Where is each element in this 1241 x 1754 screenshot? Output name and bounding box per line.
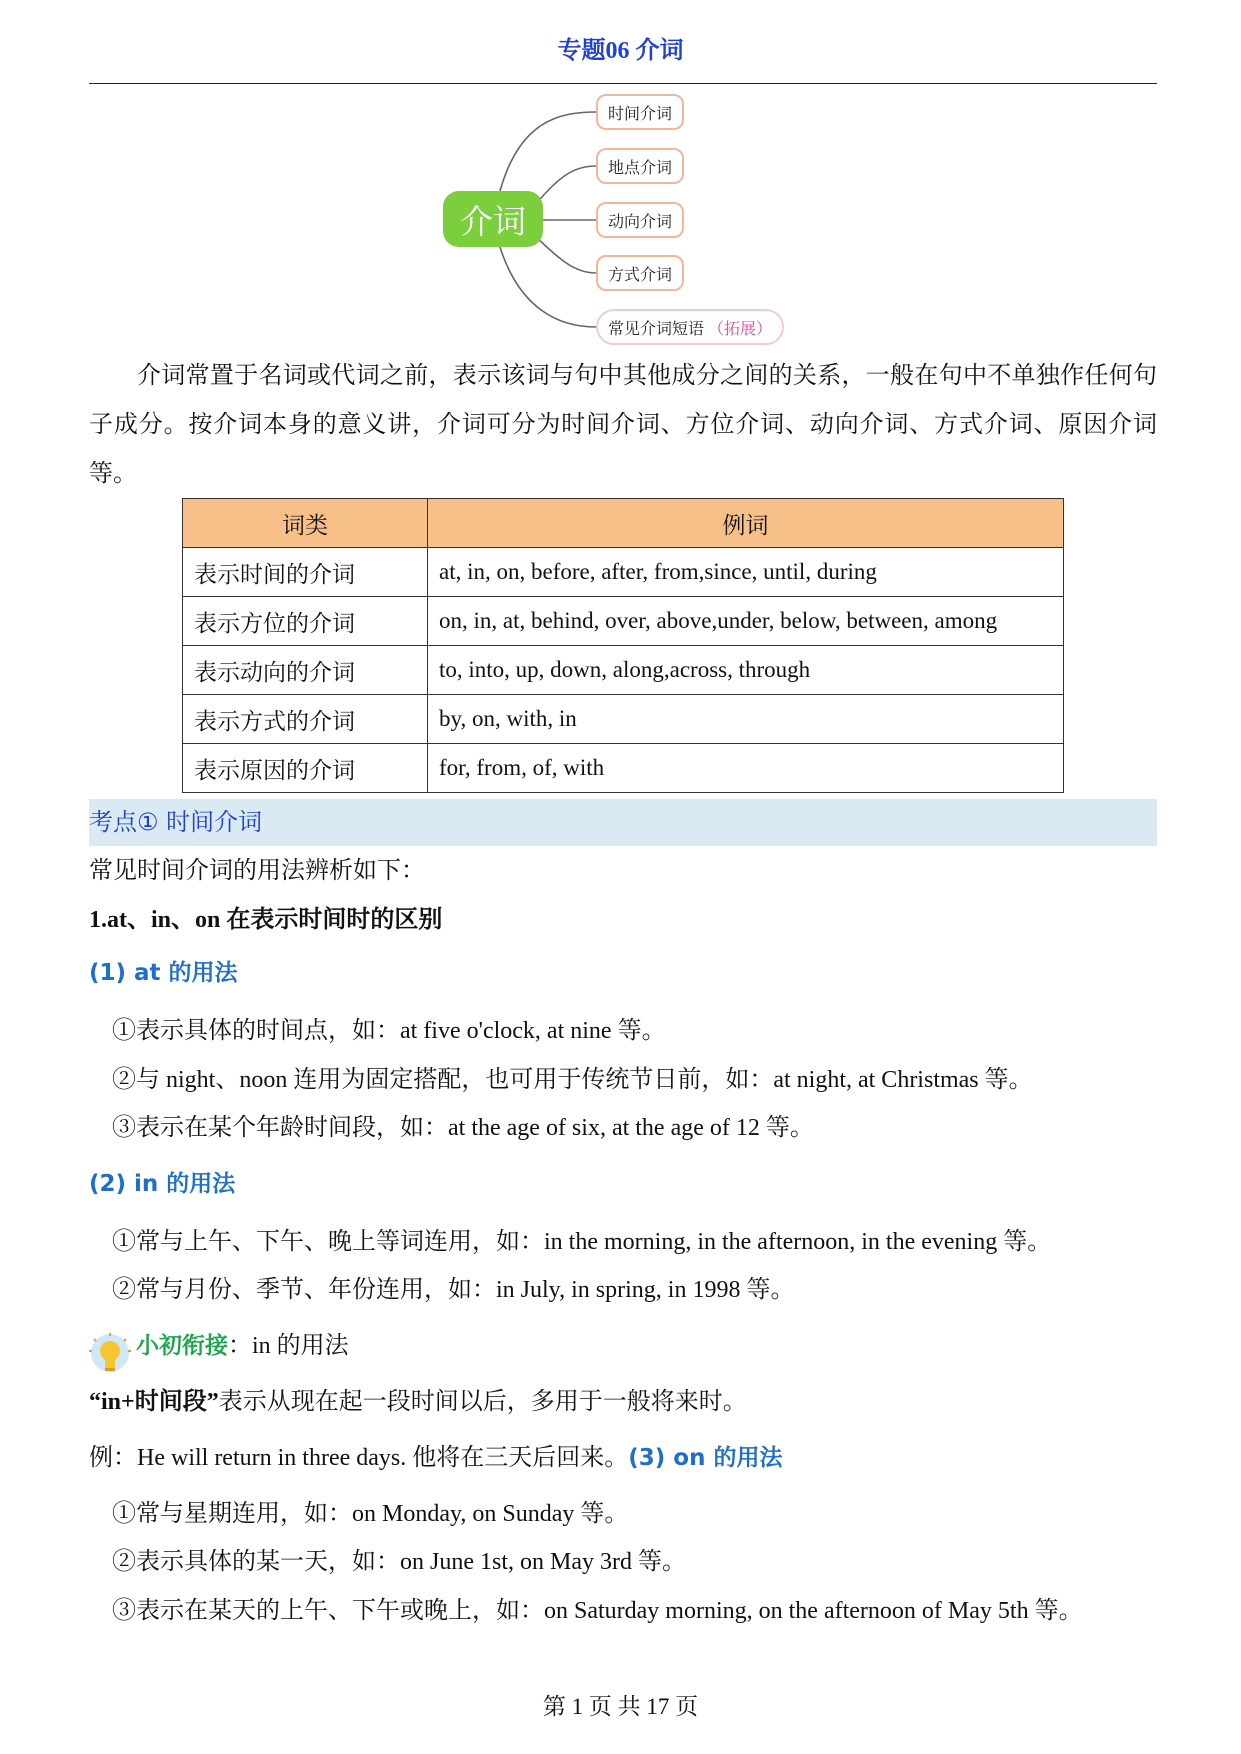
text-line: ③表示在某天的上午、下午或晚上，如：on Saturday morning, on the afternoon of May 5th 等。 (112, 1598, 1083, 1624)
node-extra: （拓展） (708, 318, 773, 338)
text-line: ③表示在某个年龄时间段，如：at the age of six, at the age of 12 等。 (112, 1115, 814, 1141)
text-line: ①表示具体的时间点，如：at five o'clock, at nine 等。 (112, 1018, 666, 1044)
node-label: 方式介词 (608, 264, 673, 284)
intro-paragraph: 介词常置于名词或代词之前，表示该词与句中其他成分之间的关系，一般在句中不单独作任何句子成分。按介词本身的意义讲，介词可分为时间介词、方位介词、动向介词、方式介词、原因介词等。 (89, 363, 1157, 487)
subheading-in: (2) in 的用法 (89, 1171, 236, 1197)
text-line: ①常与星期连用，如：on Monday, on Sunday 等。 (112, 1501, 629, 1527)
text-line: ②与 night、noon 连用为固定搭配，也可用于传统节日前，如：at night, at Christmas 等。 (112, 1067, 1033, 1093)
mind-map-node-direction (596, 202, 684, 238)
table-row (183, 744, 1064, 793)
example-text: 例：He will return in three days. 他将在三天后回来。 (89, 1445, 629, 1471)
preposition-table (182, 498, 1064, 793)
tip-bold: “in+时间段” (89, 1389, 219, 1415)
table-row (183, 695, 1064, 744)
text-line: ②表示具体的某一天，如：on June 1st, on May 3rd 等。 (112, 1549, 686, 1575)
tip-label: 小初衔接 (136, 1333, 228, 1359)
subheading: 1.at、in、on 在表示时间时的区别 (89, 907, 443, 933)
tip-description (89, 1381, 747, 1416)
table-cell: by, on, with, in (428, 695, 1064, 744)
subheading-on: (3) on 的用法 (628, 1445, 783, 1471)
table-cell: 表示原因的介词 (183, 744, 428, 793)
table-header: 例词 (428, 499, 1064, 548)
mind-map-node-phrases (596, 309, 784, 345)
table-cell: 表示时间的介词 (183, 548, 428, 597)
table-row (183, 597, 1064, 646)
table-row (183, 548, 1064, 597)
table-cell: for, from, of, with (428, 744, 1064, 793)
table-header-row (183, 499, 1064, 548)
table-cell: 表示方式的介词 (183, 695, 428, 744)
text-line: ②常与月份、季节、年份连用，如：in July, in spring, in 1998 等。 (112, 1277, 795, 1303)
text-line: ①常与上午、下午、晚上等词连用，如：in the morning, in the afternoon, in the evening 等。 (112, 1229, 1052, 1255)
table-row (183, 646, 1064, 695)
table-header: 词类 (183, 499, 428, 548)
mind-map-node-place (596, 148, 684, 184)
tip-line (136, 1325, 349, 1360)
node-label: 时间介词 (608, 103, 673, 123)
page-title: 专题06 介词 (557, 38, 684, 64)
section-heading: 考点① 时间介词 (89, 799, 1157, 846)
tip-rest: 表示从现在起一段时间以后，多用于一般将来时。 (218, 1389, 747, 1415)
table-cell: to, into, up, down, along,across, through (428, 646, 1064, 695)
table-cell: 表示动向的介词 (183, 646, 428, 695)
mind-map-center: 介词 (443, 191, 543, 247)
table-cell: 表示方位的介词 (183, 597, 428, 646)
mind-map (0, 0, 1241, 360)
lightbulb-icon (88, 1333, 132, 1381)
node-label: 动向介词 (608, 211, 673, 231)
mind-map-node-manner (596, 255, 684, 291)
tip-text: ：in 的用法 (228, 1333, 349, 1359)
example-line (89, 1437, 782, 1472)
node-label: 地点介词 (608, 157, 673, 177)
subheading-at: (1) at 的用法 (89, 960, 238, 986)
table-cell: at, in, on, before, after, from,since, until, during (428, 548, 1064, 597)
page-number: 第 1 页 共 17 页 (542, 1694, 699, 1719)
text-line: 常见时间介词的用法辨析如下： (89, 858, 425, 884)
node-label: 常见介词短语 (608, 318, 705, 338)
table-cell: on, in, at, behind, over, above,under, below, between, among (428, 597, 1064, 646)
mind-map-node-time (596, 94, 684, 130)
